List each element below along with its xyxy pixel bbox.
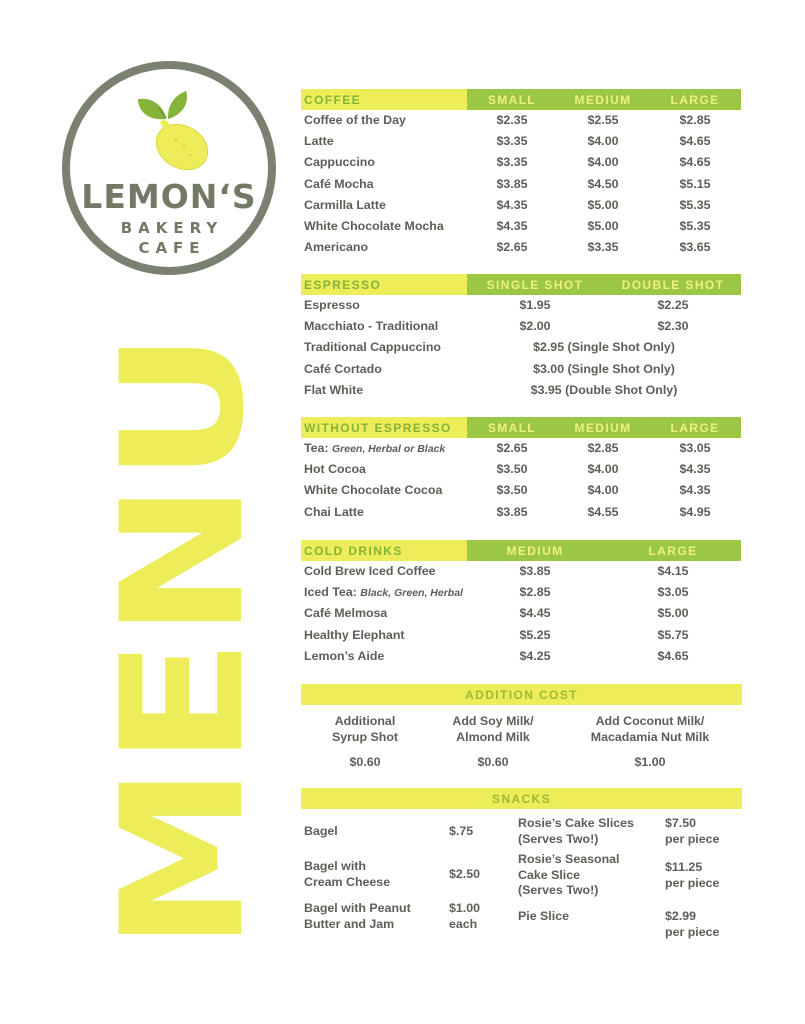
menu-item-row bbox=[301, 337, 741, 358]
menu-item-row bbox=[301, 603, 741, 624]
item-price: $4.00 bbox=[587, 155, 619, 170]
menu-item-row bbox=[301, 174, 741, 195]
item-price: $2.25 bbox=[657, 298, 689, 312]
addition-label: Add Soy Milk/ bbox=[452, 714, 534, 728]
item-name: Espresso bbox=[304, 298, 360, 312]
snack-price-line: $11.25 bbox=[665, 860, 703, 874]
snack-name bbox=[304, 824, 338, 840]
item-name: Cappuccino bbox=[304, 155, 375, 170]
item-price: $4.65 bbox=[679, 155, 711, 170]
header-label: SINGLE SHOT bbox=[486, 278, 584, 292]
item-price: $5.00 bbox=[657, 606, 689, 621]
header-label: SMALL bbox=[487, 93, 537, 107]
addition-label: Syrup Shot bbox=[331, 730, 399, 744]
snack-name-line: (Serves Two!) bbox=[518, 831, 599, 846]
menu-item-row bbox=[301, 480, 741, 501]
item-name: Coffee of the Day bbox=[304, 113, 406, 127]
item-name: Lemon’s Aide bbox=[304, 648, 385, 663]
snack-price-line: each bbox=[449, 916, 478, 931]
header-label: LARGE bbox=[670, 93, 720, 107]
snack-name bbox=[304, 901, 411, 932]
menu-item-row bbox=[301, 438, 741, 459]
item-price: $4.45 bbox=[519, 606, 551, 621]
addition-label: Macadamia Nut Milk bbox=[590, 730, 710, 744]
item-price: $5.15 bbox=[679, 176, 711, 191]
menu-item-row bbox=[301, 459, 741, 480]
snack-name-line: Pie Slice bbox=[518, 909, 569, 923]
item-price: $5.25 bbox=[519, 627, 551, 642]
menu-item-row bbox=[301, 216, 741, 237]
item-price: $5.75 bbox=[657, 627, 689, 642]
snacks-header bbox=[301, 788, 742, 809]
lemon-icon bbox=[124, 87, 218, 181]
item-note: Green, Herbal or Black bbox=[332, 443, 446, 455]
header-label: COFFEE bbox=[304, 93, 362, 107]
item-price: $3.50 bbox=[496, 462, 528, 477]
addition-price: $0.60 bbox=[477, 755, 509, 769]
item-price: $4.00 bbox=[587, 134, 619, 149]
logo-name: LEMON‘S bbox=[81, 177, 257, 216]
addition-item bbox=[591, 713, 709, 770]
header-label: MEDIUM bbox=[574, 421, 632, 435]
espresso-header bbox=[301, 274, 741, 295]
item-price: $3.05 bbox=[679, 441, 711, 455]
item-price: $4.65 bbox=[679, 134, 711, 149]
item-price: $2.65 bbox=[496, 441, 528, 455]
item-price: $5.00 bbox=[587, 218, 619, 233]
menu-item-row bbox=[301, 380, 741, 401]
header-label: ESPRESSO bbox=[304, 278, 382, 292]
item-price: $2.30 bbox=[657, 319, 689, 334]
menu-item-row bbox=[301, 295, 741, 316]
snack-price-line: per piece bbox=[665, 831, 720, 846]
item-price: $4.65 bbox=[657, 648, 689, 663]
item-price: $4.35 bbox=[496, 218, 528, 233]
item-price: $4.95 bbox=[679, 504, 711, 519]
item-name: Americano bbox=[304, 240, 369, 255]
item-price: $3.50 bbox=[496, 483, 528, 498]
menu-item-row bbox=[301, 561, 741, 582]
item-note: Black, Green, Herbal bbox=[360, 587, 463, 600]
cold-drinks-header bbox=[301, 540, 741, 561]
item-price: $3.35 bbox=[587, 240, 619, 255]
snack-name bbox=[518, 852, 619, 899]
header-label: MEDIUM bbox=[506, 544, 564, 558]
menu-item-row bbox=[301, 195, 741, 216]
item-name: Iced Tea: Black, Green, Herbal bbox=[304, 585, 463, 600]
coffee-header bbox=[301, 89, 741, 110]
coffee-section bbox=[301, 89, 741, 258]
snack-name-line: Bagel with bbox=[304, 859, 366, 873]
header-label: SNACKS bbox=[491, 792, 552, 806]
logo bbox=[62, 61, 276, 275]
addition-item bbox=[332, 713, 398, 770]
item-name: Café Melmosa bbox=[304, 606, 388, 621]
menu-item-row bbox=[301, 237, 741, 258]
item-name: Hot Cocoa bbox=[304, 462, 366, 477]
item-name: Carmilla Latte bbox=[304, 197, 386, 212]
logo-subtitle: BAKERY bbox=[120, 219, 224, 237]
item-name: Traditional Cappuccino bbox=[304, 340, 441, 355]
item-price: $4.35 bbox=[679, 483, 711, 498]
snack-name bbox=[518, 816, 634, 847]
without-espresso-section bbox=[301, 417, 741, 523]
item-name: Chai Latte bbox=[304, 504, 364, 519]
item-price: $4.35 bbox=[496, 197, 528, 212]
item-price: $2.35 bbox=[496, 113, 528, 127]
addition-price: $1.00 bbox=[634, 755, 666, 769]
without-espresso-header bbox=[301, 417, 741, 438]
logo-subtitle: CAFE bbox=[138, 239, 206, 257]
snack-name-line: Bagel bbox=[304, 824, 338, 838]
item-price: $3.85 bbox=[496, 504, 528, 519]
menu-item-row bbox=[301, 152, 741, 173]
item-price: $2.85 bbox=[679, 113, 711, 127]
item-price: $3.35 bbox=[496, 155, 528, 170]
svg-text:MENU: MENU bbox=[85, 392, 281, 951]
snack-price bbox=[449, 867, 480, 883]
menu-item-row bbox=[301, 131, 741, 152]
item-price: $5.00 bbox=[587, 197, 619, 212]
espresso-section bbox=[301, 274, 741, 401]
item-price: $4.35 bbox=[679, 462, 711, 477]
header-label: DOUBLE SHOT bbox=[621, 278, 725, 292]
item-price: $4.25 bbox=[519, 648, 551, 663]
item-name: Café Cortado bbox=[304, 361, 382, 376]
item-name: Macchiato - Traditional bbox=[304, 319, 439, 334]
addition-price: $0.60 bbox=[349, 755, 381, 769]
menu-item-row bbox=[301, 316, 741, 337]
item-name: Café Mocha bbox=[304, 176, 374, 191]
snack-price-line: $7.50 bbox=[665, 816, 697, 830]
snack-price bbox=[665, 816, 719, 847]
item-price: $2.95 (Single Shot Only) bbox=[533, 340, 675, 355]
snack-name bbox=[304, 859, 390, 890]
menu-item-row bbox=[301, 502, 741, 523]
snack-price-line: $2.99 bbox=[665, 909, 697, 923]
snack-price bbox=[449, 824, 473, 840]
item-price: $2.85 bbox=[519, 585, 551, 600]
item-name: Latte bbox=[304, 134, 334, 149]
header-label: ADDITION COST bbox=[465, 688, 578, 702]
addition-label: Add Coconut Milk/ bbox=[595, 714, 705, 728]
item-price: $5.35 bbox=[679, 197, 711, 212]
item-name: Cold Brew Iced Coffee bbox=[304, 564, 436, 578]
menu-item-row bbox=[301, 625, 741, 646]
snack-name-line: (Serves Two!) bbox=[518, 883, 599, 897]
addition-label: Almond Milk bbox=[456, 730, 530, 744]
menu-item-row bbox=[301, 359, 741, 380]
header-label: SMALL bbox=[487, 421, 537, 435]
addition-cost-header bbox=[301, 684, 742, 705]
snack-name bbox=[518, 909, 569, 925]
snack-price-line: per piece bbox=[665, 875, 720, 890]
item-name: Flat White bbox=[304, 382, 364, 397]
item-name: White Chocolate Mocha bbox=[304, 218, 444, 233]
snack-name-line: Cream Cheese bbox=[304, 874, 391, 889]
item-price: $2.00 bbox=[519, 319, 551, 334]
item-price: $5.35 bbox=[679, 218, 711, 233]
header-label: LARGE bbox=[648, 544, 698, 558]
cold-drinks-section bbox=[301, 540, 741, 667]
item-price: $2.55 bbox=[587, 113, 619, 127]
snack-name-line: Butter and Jam bbox=[304, 916, 395, 931]
snack-price-line: $2.50 bbox=[449, 867, 481, 881]
snack-price-line: per piece bbox=[665, 924, 720, 939]
item-price: $3.00 (Single Shot Only) bbox=[533, 361, 675, 376]
snack-name-line: Rosie’s Cake Slices bbox=[518, 816, 634, 830]
item-price: $3.65 bbox=[679, 240, 711, 255]
snack-price bbox=[665, 860, 719, 891]
item-price: $3.35 bbox=[496, 134, 528, 149]
item-price: $4.15 bbox=[657, 564, 689, 578]
header-label: COLD DRINKS bbox=[304, 544, 403, 558]
menu-vertical-title bbox=[85, 330, 281, 952]
item-price: $3.85 bbox=[496, 176, 528, 191]
item-price: $4.50 bbox=[587, 176, 619, 191]
item-name: Healthy Elephant bbox=[304, 627, 405, 642]
menu-item-row bbox=[301, 582, 741, 603]
item-price: $4.00 bbox=[587, 483, 619, 498]
header-label: MEDIUM bbox=[574, 93, 632, 107]
item-price: $2.65 bbox=[496, 240, 528, 255]
item-price: $1.95 bbox=[519, 298, 551, 312]
snack-name-line: Rosie’s Seasonal bbox=[518, 852, 620, 866]
item-name: Tea: Green, Herbal or Black bbox=[304, 441, 446, 455]
menu-item-row bbox=[301, 110, 741, 131]
snack-price-line: $.75 bbox=[449, 824, 474, 838]
item-price: $3.05 bbox=[657, 585, 689, 600]
item-price: $2.85 bbox=[587, 441, 619, 455]
item-price: $3.95 (Double Shot Only) bbox=[530, 382, 678, 397]
item-price: $4.00 bbox=[587, 462, 619, 477]
addition-label: Additional bbox=[334, 714, 396, 728]
snack-price bbox=[665, 909, 719, 940]
snack-name-line: Cake Slice bbox=[518, 867, 580, 882]
header-label: WITHOUT ESPRESSO bbox=[304, 421, 452, 435]
header-label: LARGE bbox=[670, 421, 720, 435]
addition-item bbox=[452, 713, 533, 770]
item-price: $4.55 bbox=[587, 504, 619, 519]
menu-item-row bbox=[301, 646, 741, 667]
item-price: $3.85 bbox=[519, 564, 551, 578]
snack-price-line: $1.00 bbox=[449, 901, 481, 915]
snack-name-line: Bagel with Peanut bbox=[304, 901, 411, 915]
snack-price bbox=[449, 901, 480, 932]
item-name: White Chocolate Cocoa bbox=[304, 483, 443, 498]
